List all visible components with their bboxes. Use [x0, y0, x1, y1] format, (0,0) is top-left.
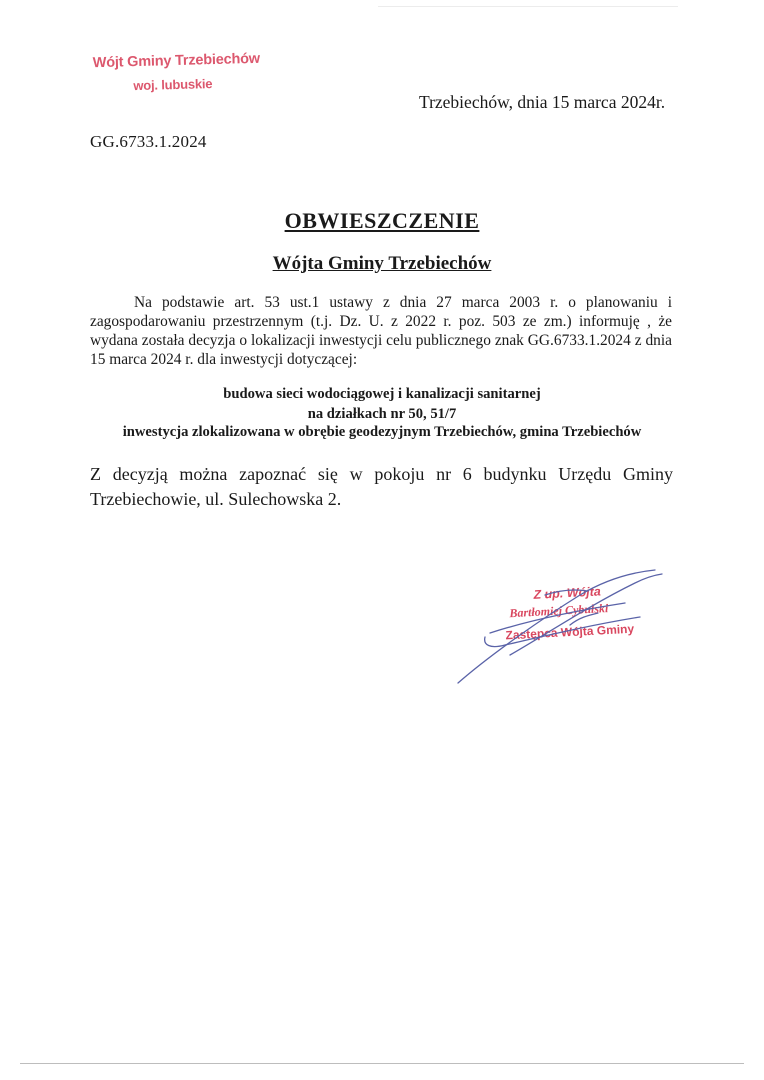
document-subtitle: Wójta Gminy Trzebiechów [272, 253, 492, 274]
office-stamp [93, 51, 261, 94]
document-title: OBWIESZCZENIE [284, 208, 480, 233]
investment-line-2: na działkach nr 50, 51/7 [307, 406, 457, 422]
handwritten-signature [450, 565, 680, 690]
document-date: Trzebiechów, dnia 15 marca 2024r. [419, 92, 666, 112]
legal-basis-paragraph: Na podstawie art. 53 ust.1 ustawy z dnia 27 marca 2003 r. o planowaniu i zagospodarowaniu przestrzennym (t.j. Dz. U. z 2022 r. poz. 503 ze zm.) informuję , że wydana została decyzja o lokalizacji inwestycji celu publicznego znak GG.6733.1.2024 z dnia 15 marca 2024 r. dla inwestycji dotyczącej: [90, 294, 672, 368]
investment-line-1: budowa sieci wodociągowej i kanalizacji sanitarnej [223, 386, 541, 402]
stamp-line-1: Wójt Gminy Trzebiechów [92, 50, 261, 72]
signature-stamp-line-3: Zastępca Wójta Gminy [505, 621, 635, 643]
signature-stamp-line-2: Bartłomiej Cybulski [509, 601, 609, 621]
signature-stamp-line-1: Z up. Wójta [533, 584, 602, 602]
investment-line-3: inwestycja zlokalizowana w obrębie geodezyjnym Trzebiechów, gmina Trzebiechów [122, 424, 642, 440]
scan-artifact-line [378, 6, 678, 7]
stamp-line-2: woj. lubuskie [133, 76, 213, 94]
reference-number: GG.6733.1.2024 [90, 132, 207, 151]
page-bottom-border [20, 1063, 744, 1064]
notice-paragraph: Z decyzją można zapoznać się w pokoju nr 6 budynku Urzędu Gminy Trzebiechowie, ul. Sulechowska 2. [90, 464, 673, 509]
